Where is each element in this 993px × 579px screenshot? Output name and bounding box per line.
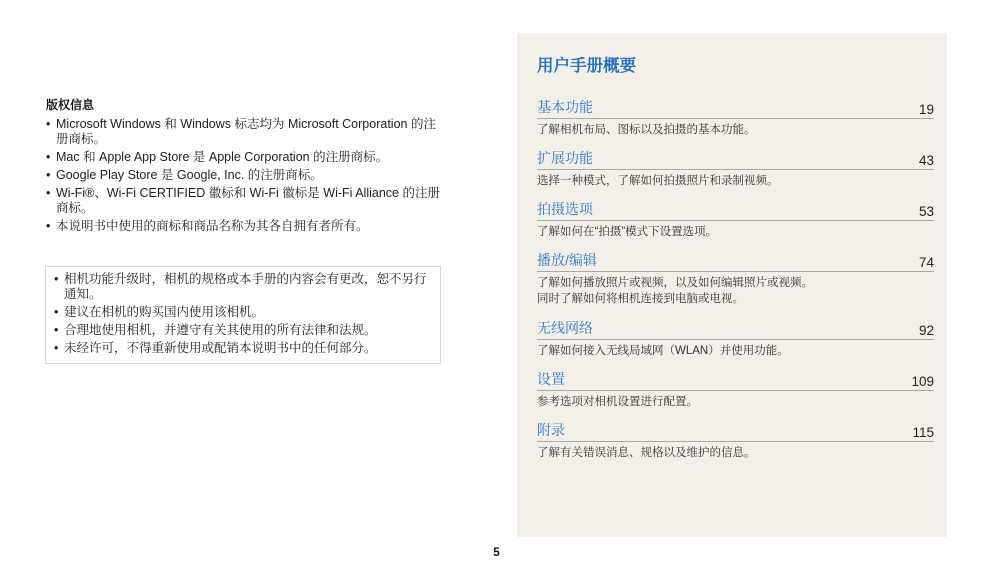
copyright-item: • 本说明书中使用的商标和商品名称为其各自拥有者所有。	[46, 219, 446, 234]
toc-entry-basic[interactable]	[537, 98, 934, 149]
copyright-list	[46, 117, 446, 234]
toc-page-number: 53	[918, 204, 934, 219]
toc-heading-row	[537, 98, 934, 119]
note-item: • 未经许可，不得重新使用或配销本说明书中的任何部分。	[54, 341, 432, 356]
toc-description: 了解如何接入无线局域网（WLAN）并使用功能。	[537, 345, 789, 357]
note-item: • 合理地使用相机，并遵守有关其使用的所有法律和法规。	[54, 323, 432, 338]
note-item: • 建议在相机的购买国内使用该相机。	[54, 305, 432, 320]
toc-heading-row	[537, 251, 934, 272]
toc-heading-row	[537, 370, 934, 391]
toc-title-link[interactable]: 附录	[537, 422, 565, 438]
toc-entry-settings[interactable]	[537, 370, 934, 421]
toc-heading-row	[537, 149, 934, 170]
toc-description: 选择一种模式，了解如何拍摄照片和录制视频。	[537, 175, 779, 187]
notes-box	[45, 266, 441, 364]
copyright-item: • Mac 和 Apple App Store 是 Apple Corporation 的注册商标。	[46, 150, 446, 165]
copyright-title: 版权信息	[46, 98, 95, 112]
toc-description-line: 了解如何播放照片或视频，以及如何编辑照片或视频。	[537, 277, 813, 289]
copyright-item: • Google Play Store 是 Google, Inc. 的注册商标。	[46, 168, 446, 183]
notes-list	[54, 272, 432, 356]
toc-title-link[interactable]: 播放/编辑	[537, 252, 597, 268]
toc-entry-extended[interactable]	[537, 149, 934, 200]
toc-description: 了解如何在“拍摄”模式下设置选项。	[537, 226, 718, 238]
toc-title-link[interactable]: 拍摄选项	[537, 201, 593, 217]
toc-page-number: 43	[918, 153, 934, 168]
toc-heading-row	[537, 200, 934, 221]
toc-entry-wireless[interactable]	[537, 319, 934, 370]
toc-description: 了解有关错误消息、规格以及维护的信息。	[537, 447, 756, 459]
toc-page-number: 109	[911, 374, 934, 389]
toc-title-link[interactable]: 无线网络	[537, 320, 593, 336]
toc-heading-row	[537, 319, 934, 340]
toc-title-link[interactable]: 基本功能	[537, 99, 593, 115]
copyright-item: • Microsoft Windows 和 Windows 标志均为 Microsoft Corporation 的注册商标。	[46, 117, 446, 147]
overview-panel	[517, 33, 947, 537]
toc-entry-playback[interactable]	[537, 251, 934, 319]
toc-heading-row	[537, 421, 934, 442]
table-of-contents	[537, 98, 934, 472]
toc-description	[537, 275, 934, 307]
toc-page-number: 115	[912, 425, 934, 440]
copyright-item: • Wi-Fi®、Wi-Fi CERTIFIED 徽标和 Wi-Fi 徽标是 Wi-Fi Alliance 的注册商标。	[46, 186, 446, 216]
copyright-section	[46, 96, 446, 237]
toc-page-number: 74	[918, 255, 934, 270]
page-number: 5	[493, 545, 500, 559]
toc-page-number: 92	[918, 323, 934, 338]
toc-title-link[interactable]: 设置	[537, 371, 565, 387]
toc-entry-appendix[interactable]	[537, 421, 934, 472]
toc-description: 了解相机布局、图标以及拍摄的基本功能。	[537, 124, 756, 136]
toc-title-link[interactable]: 扩展功能	[537, 150, 593, 166]
toc-description-line: 同时了解如何将相机连接到电脑或电视。	[537, 293, 744, 305]
toc-page-number: 19	[918, 102, 934, 117]
note-item: • 相机功能升级时，相机的规格或本手册的内容会有更改，恕不另行通知。	[54, 272, 432, 302]
toc-entry-shooting-options[interactable]	[537, 200, 934, 251]
toc-description: 参考选项对相机设置进行配置。	[537, 396, 698, 408]
overview-title: 用户手册概要	[537, 57, 636, 75]
